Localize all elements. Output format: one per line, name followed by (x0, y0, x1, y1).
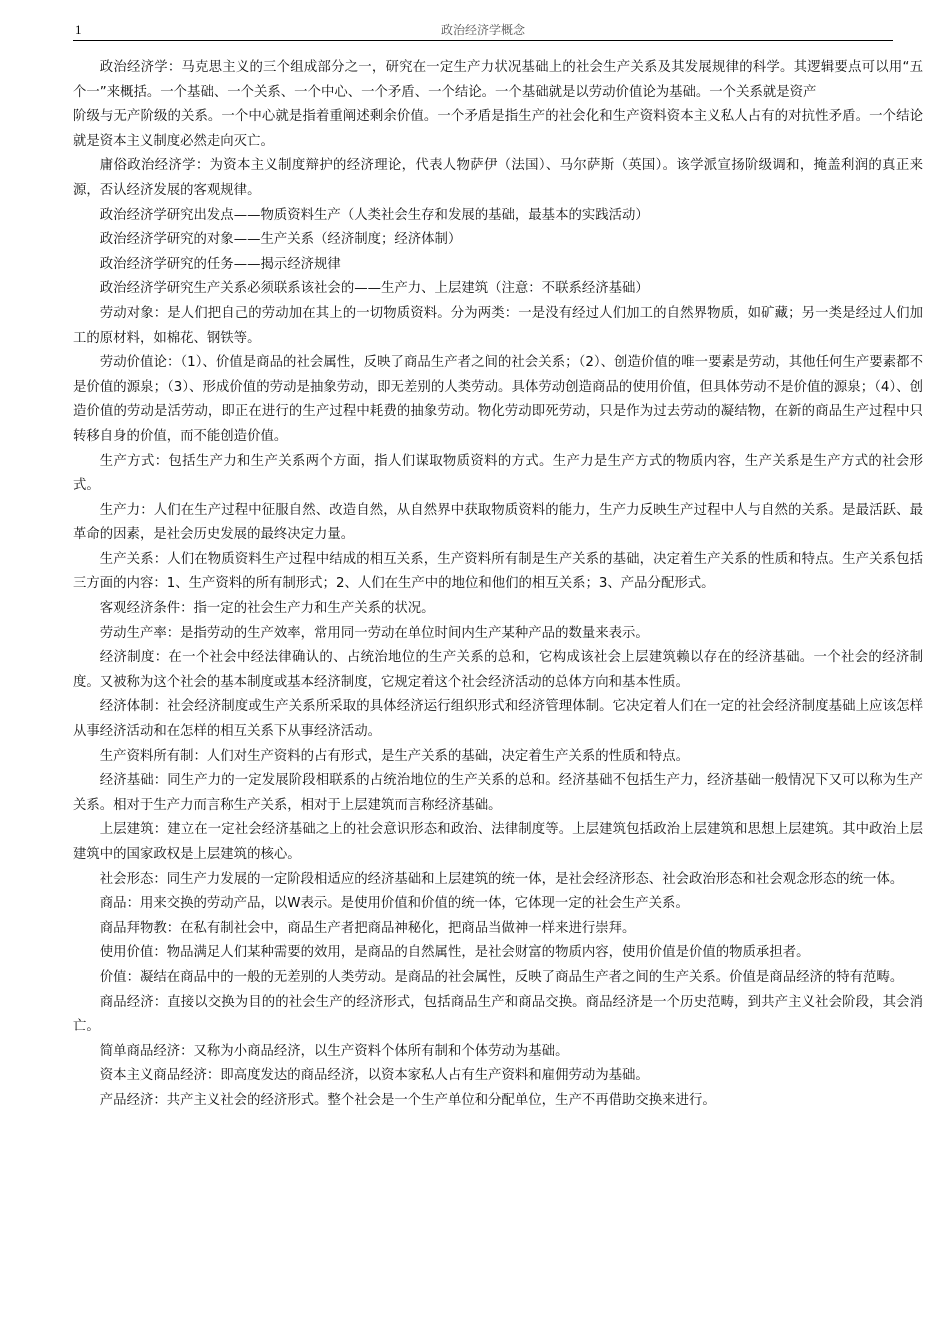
document-body (73, 56, 923, 1114)
page-header (73, 22, 893, 41)
paragraph: 经济基础：同生产力的一定发展阶段相联系的占统治地位的生产关系的总和。经济基础不包括生产力，经济基础一般情况下又可以称为生产关系。相对于生产力而言称生产关系，相对于上层建筑而言称经济基础。 (73, 773, 923, 813)
paragraph: 庸俗政治经济学：为资本主义制度辩护的经济理论，代表人物萨伊（法国）、马尔萨斯（英国）。该学派宣扬阶级调和，掩盖利润的真正来源，否认经济发展的客观规律。 (73, 158, 923, 198)
paragraph: 劳动对象：是人们把自己的劳动加在其上的一切物质资料。分为两类：一是没有经过人们加工的自然界物质，如矿藏；另一类是经过人们加工的原材料，如棉花、钢铁等。 (73, 305, 923, 346)
paragraph: 生产关系：人们在物质资料生产过程中结成的相互关系，生产资料所有制是生产关系的基础，决定着生产关系的性质和特点。生产关系包括三方面的内容：1、生产资料的所有制形式；2、人们在生产中的地位和他们的相互关系；3、产品分配形式。 (73, 551, 923, 592)
paragraph: 价值：凝结在商品中的一般的无差别的人类劳动。是商品的社会属性，反映了商品生产者之间的生产关系。价值是商品经济的特有范畴。 (99, 969, 904, 985)
paragraph: 商品经济：直接以交换为目的的社会生产的经济形式，包括商品生产和商品交换。商品经济是一个历史范畴，到共产主义社会阶段，其会消亡。 (73, 994, 923, 1035)
paragraph: 生产力：人们在生产过程中征服自然、改造自然，从自然界中获取物质资料的能力，生产力反映生产过程中人与自然的关系。是最活跃、最革命的因素，是社会历史发展的最终决定力量。 (73, 502, 923, 543)
paragraph: 政治经济学研究生产关系必须联系该社会的——生产力、上层建筑（注意：不联系经济基础） (99, 281, 649, 297)
paragraph: 使用价值：物品满足人们某种需要的效用，是商品的自然属性，是社会财富的物质内容，使用价值是价值的物质承担者。 (99, 945, 810, 961)
paragraph: 政治经济学：马克思主义的三个组成部分之一，研究在一定生产力状况基础上的社会生产关系及其发展规律的科学。其逻辑要点可以用“五个一”来概括。一个基础、一个关系、一个中心、一个矛盾、一个结论。一个基础就是以劳动价值论为基础。一个关系就是资产 (73, 60, 923, 100)
paragraph: 政治经济学研究出发点——物质资料生产（人类社会生存和发展的基础，最基本的实践活动） (99, 207, 649, 223)
paragraph: 政治经济学研究的对象——生产关系（经济制度；经济体制） (99, 232, 462, 248)
paragraph: 简单商品经济：又称为小商品经济，以生产资料个体所有制和个体劳动为基础。 (99, 1043, 569, 1059)
paragraph: 客观经济条件：指一定的社会生产力和生产关系的状况。 (99, 601, 435, 617)
paragraph: 生产资料所有制：人们对生产资料的占有形式，是生产关系的基础，决定着生产关系的性质和特点。 (99, 748, 689, 764)
paragraph: 商品：用来交换的劳动产品，以W表示。是使用价值和价值的统一体，它体现一定的社会生产关系。 (99, 896, 689, 912)
paragraph: 资本主义商品经济：即高度发达的商品经济，以资本家私人占有生产资料和雇佣劳动为基础。 (99, 1068, 649, 1084)
paragraph: 劳动生产率：是指劳动的生产效率，常用同一劳动在单位时间内生产某种产品的数量来表示。 (99, 625, 649, 641)
paragraph: 社会形态：同生产力发展的一定阶段相适应的经济基础和上层建筑的统一体，是社会经济形态、社会政治形态和社会观念形态的统一体。 (99, 871, 904, 887)
paragraph: 劳动价值论：（1）、价值是商品的社会属性，反映了商品生产者之间的社会关系；（2）、创造价值的唯一要素是劳动，其他任何生产要素都不是价值的源泉；（3）、形成价值的劳动是抽象劳动，即无差别的人类劳动。具体劳动创造商品的使用价值，但具体劳动不是价值的源泉；（4）、创造价值的劳动是活劳动，即正在进行的生产过程中耗费的抽象劳动。物化劳动即死劳动，只是作为过去劳动的凝结物，在新的商品生产过程中只转移自身的价值，而不能创造价值。 (73, 355, 923, 444)
paragraph: 商品拜物教：在私有制社会中，商品生产者把商品神秘化，把商品当做神一样来进行崇拜。 (99, 920, 636, 936)
paragraph: 产品经济：共产主义社会的经济形式。整个社会是一个生产单位和分配单位，生产不再借助交换来进行。 (99, 1092, 716, 1108)
page-number: 1 (75, 22, 82, 37)
paragraph: 经济体制：社会经济制度或生产关系所采取的具体经济运行组织形式和经济管理体制。它决定着人们在一定的社会经济制度基础上应该怎样从事经济活动和在怎样的相互关系下从事经济活动。 (73, 699, 923, 740)
paragraph: 生产方式：包括生产力和生产关系两个方面，指人们谋取物质资料的方式。生产力是生产方式的物质内容，生产关系是生产方式的社会形式。 (73, 453, 923, 494)
paragraph: 经济制度：在一个社会中经法律确认的、占统治地位的生产关系的总和，它构成该社会上层建筑赖以存在的经济基础。一个社会的经济制度。又被称为这个社会的基本制度或基本经济制度，它规定着这个社会经济活动的总体方向和基本性质。 (73, 650, 923, 690)
paragraph: 阶级与无产阶级的关系。一个中心就是指着重阐述剩余价值。一个矛盾是指生产的社会化和生产资料资本主义私人占有的对抗性矛盾。一个结论就是资本主义制度必然走向灭亡。 (73, 109, 923, 149)
paragraph: 政治经济学研究的任务——揭示经济规律 (99, 256, 341, 272)
paragraph: 上层建筑：建立在一定社会经济基础之上的社会意识形态和政治、法律制度等。上层建筑包括政治上层建筑和思想上层建筑。其中政治上层建筑中的国家政权是上层建筑的核心。 (73, 822, 923, 862)
running-title: 政治经济学概念 (440, 23, 525, 37)
